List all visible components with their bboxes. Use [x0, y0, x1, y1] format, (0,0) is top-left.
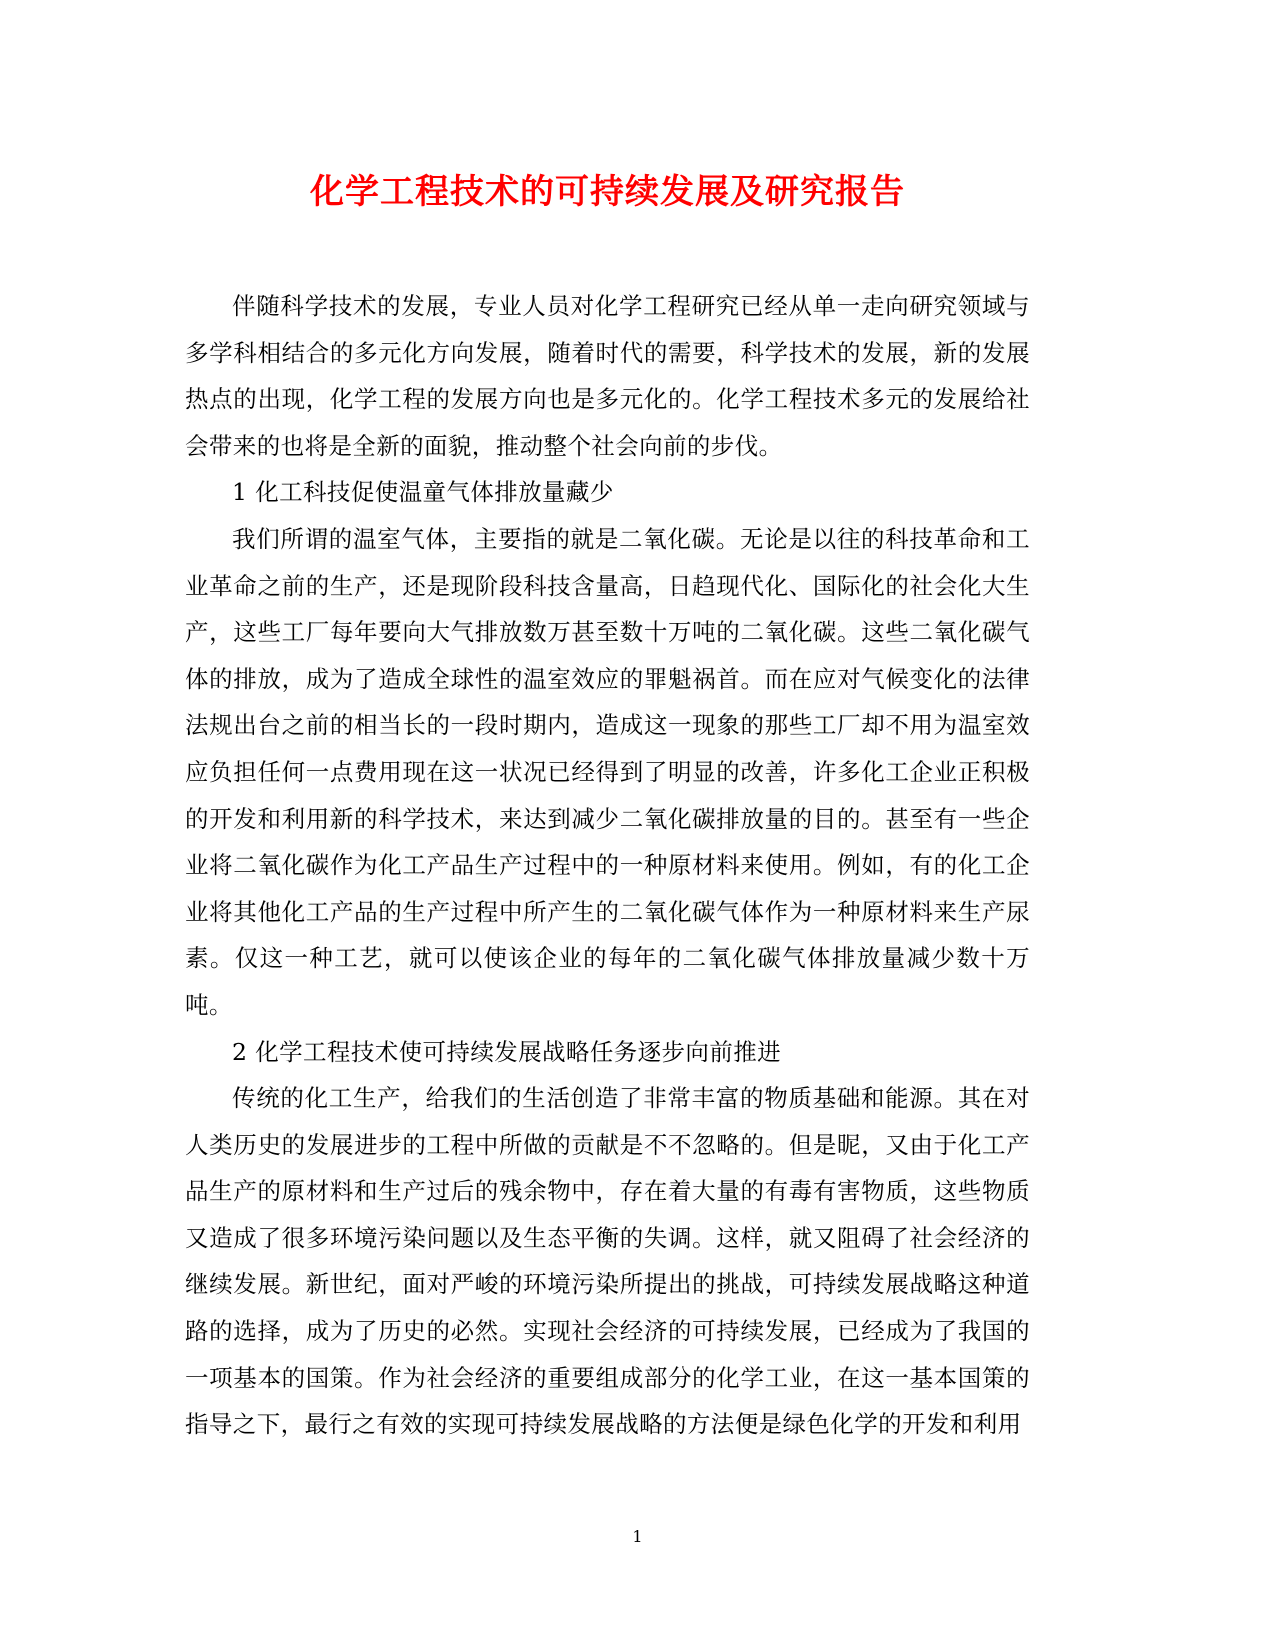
section-heading-1: 1 化工科技促使温童气体排放量藏少: [232, 478, 614, 507]
document-body: [185, 283, 1030, 1448]
section-heading-2: 2 化学工程技术使可持续发展战略任务逐步向前推进: [232, 1037, 782, 1066]
paragraph-sustainable-development: 传统的化工生产，给我们的生活创造了非常丰富的物质基础和能源。其在对人类历史的发展进步的工程中所做的贡献是不不忽略的。但是昵，又由于化工产品生产的原材料和生产过后的残余物中，存在着大量的有毒有害物质，这些物质又造成了很多环境污染问题以及生态平衡的失调。这样，就又阻碍了社会经济的继续发展。新世纪，面对严峻的环境污染所提出的挑战，可持续发展战略这种道路的选择，成为了历史的必然。实现社会经济的可持续发展，已经成为了我国的一项基本的国策。作为社会经济的重要组成部分的化学工业，在这一基本国策的指导之下，最行之有效的实现可持续发展战略的方法便是绿色化学的开发和利用: [185, 1084, 1030, 1439]
paragraph-greenhouse-gas: 我们所谓的温室气体，主要指的就是二氧化碳。无论是以往的科技革命和工业革命之前的生产，还是现阶段科技含量高，日趋现代化、国际化的社会化大生产，这些工厂每年要向大气排放数万甚至数十万吨的二氧化碳。这些二氧化碳气体的排放，成为了造成全球性的温室效应的罪魁祸首。而在应对气候变化的法律法规出台之前的相当长的一段时期内，造成这一现象的那些工厂却不用为温室效应负担任何一点费用现在这一状况已经得到了明显的改善，许多化工企业正积极的开发和利用新的科学技术，来达到减少二氧化碳排放量的目的。甚至有一些企业将二氧化碳作为化工产品生产过程中的一种原材料来使用。例如，有的化工企业将其他化工产品的生产过程中所产生的二氧化碳气体作为一种原材料来生产尿素。仅这一种工艺，就可以使该企业的每年的二氧化碳气体排放量减少数十万吨。: [185, 524, 1030, 1019]
page-number: 1: [632, 1527, 643, 1546]
paragraph-intro: 伴随科学技术的发展，专业人员对化学工程研究已经从单一走向研究领域与多学科相结合的多元化方向发展，随着时代的需要，科学技术的发展，新的发展热点的出现，化学工程的发展方向也是多元化的。化学工程技术多元的发展给社会带来的也将是全新的面貌，推动整个社会向前的步伐。: [185, 292, 1030, 460]
document-title: 化学工程技术的可持续发展及研究报告: [310, 172, 905, 212]
